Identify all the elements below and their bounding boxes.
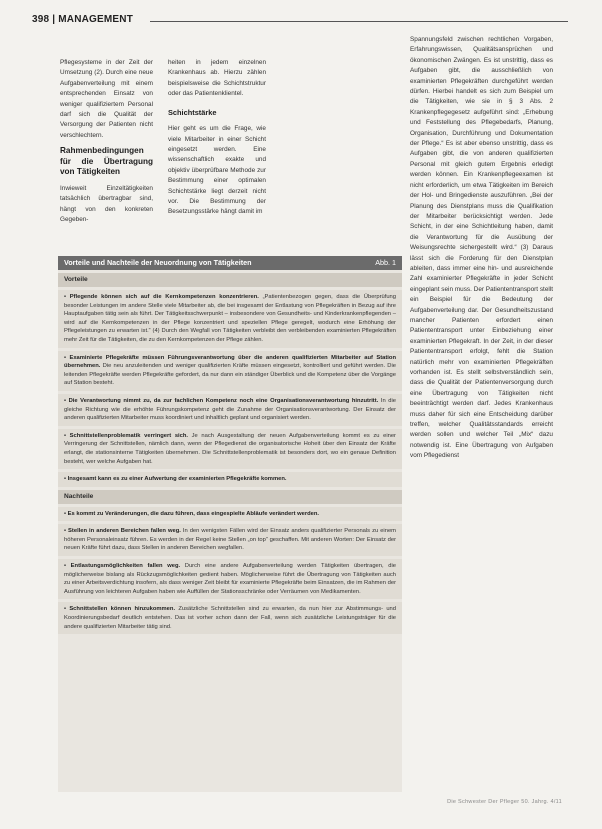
paragraph: Hier geht es um die Frage, wie viele Mitarbeiter in einer Schicht eingesetzt werden. Eine wissenschaftlich exakte und objektiv überprüfbare Methode zur Bestimmung einer optimalen Schichtstärke liegt derzeit nicht vor. Die Bestimmung der Besetzungsstärke hängt damit im [168, 125, 266, 216]
item-lead: Stellen in anderen Bereichen fallen weg. [68, 528, 181, 535]
list-item [58, 559, 402, 599]
bullet-icon: • [64, 563, 71, 570]
header-rule [150, 21, 568, 22]
item-lead: Schnittstellen können hinzukommen. [69, 606, 176, 613]
page-footer: Die Schwester Der Pfleger 50. Jahrg. 4/11 [447, 799, 562, 805]
list-item [58, 394, 402, 426]
item-text: In die gleiche Richtung wie die erhöhte Führungskompetenz geht die Zunahme der Organisationsverantwortung. Der Einsatz der anderen qualifizierten Mitarbeiter muss koordiniert und inhaltlich geplant und organisiert werden. [64, 397, 396, 422]
item-text: Die neu anzuleitenden und weniger qualifizierten Kräfte müssen eingesetzt, kontrolliert und geführt werden. Die leitenden Pflegekräfte werden Pflegekräfte gefordert, da nur dann ein ständiger Überblick und die Kompetenz über die Vorgänge auf Station besteht. [64, 363, 396, 387]
vorteile-heading: Vorteile [58, 273, 402, 287]
bullet-icon: • [64, 397, 69, 404]
figure-label: Abb. 1 [375, 258, 396, 267]
bullet-icon: • [64, 510, 68, 517]
item-text: Durch eine andere Aufgabenverteilung werden Tätigkeiten übertragen, die möglicherweise bislang als Rückzugsmöglichkeiten gedient haben. Möglicherweise führt die Übertragung von Tätigkeiten auch zu einer Arbeitsverdichtung insofern, als dass weniger Zeit bleibt für examinierte Pflegekräfte beim Einsatzen, die im Rahmen der Ausführung von leichteren Aufgaben haben wie Auffüllen der Stationsschränke oder Verräumen von Medikamenten. [64, 563, 396, 595]
box-title: Vorteile und Nachteile der Neuordnung von Tätigkeiten [64, 258, 252, 267]
item-text: Zusätzliche Schnittstellen sind zu erwarten, da nun hier zur Abstimmungs- und Koordinierungsbedarf deutlich entstehen. Das ist vorher schon dann der Fall, wenn sich zusätzliche Leistungsträger für die andere qualifizierten Mitarbeiter tätig sind. [64, 606, 396, 630]
item-lead: Schnittstellenproblematik verringert sich. [69, 432, 189, 439]
bullet-icon: • [64, 354, 70, 361]
section-heading: Schichtstärke [168, 107, 217, 117]
paragraph: Inwieweit Einzeltätigkeiten tatsächlich übertragbar sind, hängt von den konkreten Gegeben- [60, 184, 153, 223]
text-column-2 [168, 58, 266, 218]
info-box [58, 256, 402, 792]
bullet-icon: • [64, 294, 70, 300]
text-column-1 [60, 58, 153, 225]
list-item [58, 602, 402, 634]
bullet-icon: • [64, 528, 69, 535]
item-lead: Es kommt zu Veränderungen, die dazu führen, dass eingespielte Abläufe verändert werden. [67, 510, 320, 517]
item-lead: Examinierte Pflegekräfte müssen Führungsverantwortung über die anderen qualifizierten Mitarbeiter auf Station übernehmen. [64, 354, 396, 370]
item-lead: Pflegende können sich auf die Kernkompetenzen konzentrieren. [69, 294, 259, 300]
text-column-3 [410, 35, 553, 462]
paragraph: Spannungsfeld zwischen rechtlichen Vorgaben, Erfahrungswissen, Qualitätsansprüchen und ökonomischen Zwängen. Es ist unstrittig, dass es Aufgaben gibt, die ausschließlich von examinierten Pflegekräften durchgeführt werden dürfen. Hierbei handelt es sich zum Beispiel um die Tätigkeiten, wie sie in § 3 Abs. 2 Krankenpflegegesetz aufgeführt sind: „Erhebung und Feststellung des Pflegebedarfs, Planung, Organisation, Durchführung und Dokumentation der Pflege.“ Es ist aber ebenso unstrittig, dass es Aufgaben gibt, die von anderen qualifizierten Personal mit gleich gutem Ergebnis erledigt werden können. Ein Krankenpflegeexamen ist nicht erforderlich, um etwa Tätigkeiten im Bereich der Hol- und Bringedienste auszuführen. „Bei der Planung des Dienstplans muss die Qualifikation der Mitarbeiter berücksichtigt werden. Jede Schicht, in der eine Schichtleitung haben, damit die Verantwortung für die Ausübung der Weisungsrechte sichergestellt wird.“ (3) Daraus lässt sich die Forderung für den Dienstplan ableiten, dass immer eine hin- und ausreichende Zahl examinierter Pflegekräfte in jeder Schicht eingeplant sein muss. Der Patiententransport stellt ein Beispiel für die Bedeutung der Aufgabenverteilung dar. Der Gesundheitszustand mancher Patienten erfordert einen Patiententransport unter Einbeziehung einer examinierten Pflegekraft. In der Zeit, in der dieser Patiententransport erfolgt, fehlt die Station natürlich mehr von examinierten Pflegekräften vorhanden ist. Es stellt selbstverständlich sein, dass die Qualität der Patientenversorgung durch eine Übertragung von Tätigkeiten nicht beeinträchtigt werden darf. Jedes Krankenhaus muss daher für sich eine Entscheidung darüber treffen, welcher Qualitätsstandards erreicht werden sollen und welcher Teil „Mix“ dazu notwendig ist. Eine Übertragung von Aufgaben vom Pflegedienst [410, 36, 553, 460]
nachteile-list [58, 507, 402, 635]
bullet-icon: • [64, 476, 68, 483]
bullet-icon: • [64, 432, 70, 439]
item-lead: Entlastungsmöglichkeiten fallen weg. [70, 563, 181, 570]
list-item [58, 507, 402, 522]
item-text: In den wenigsten Fällen wird der Einsatz anders qualifizierter Personals zu einem höheren Personaleinsatz führen. Es werden in der Regel keine Stellen „on top“ geschaffen. Mit anderen Worten: Der Einsatz der neuen Kräfte führt dazu, dass Stellen in anderen Bereichen wegfallen. [64, 528, 396, 552]
list-item [58, 472, 402, 487]
item-text: „Patientenbezogen gegen, dass die Überprüfung besonder Leistungen im andere Stelle viele Mitarbeiter ab, die bei insgesamt der Entlastung von Pflegekräften in Bezug auf ihre Hauptaufgaben tätig sein als führt. Der Tätigkeitsschwerpunkt – insbesondere von Gesundheits- und Kinderkrankenpflegenden – wird auf die Kernkompetenzen in der Pflege konzentriert und speziellen Pflege geregelt, wodurch eine Erhöhung der Pflegeleistungen zu erwarten ist.“ (4) Durch den Wegfall von Tätigkeiten verbleibt den verbleibenden examinierten Pflegekräften mehr Zeit für die Tätigkeiten, die zu den Kernkompetenzen der Pflege zählen. [64, 294, 397, 343]
list-item [58, 290, 402, 348]
item-lead: Die Verantwortung nimmt zu, da zur fachlichen Kompetenz noch eine Organisationsverantwortung hinzutritt. [68, 397, 379, 404]
vorteile-list [58, 290, 402, 487]
section-heading: Rahmenbedingungen für die Übertragung von Tätigkeiten [60, 146, 153, 177]
paragraph: Pflegesysteme in der Zeit der Umsetzung (2). Durch eine neue Aufgabenverteilung mit einem entsprechenden Einsatz von weniger qualifiziertem Personal darf sich die Qualität der Versorgung der Patienten nicht verschlechtern. [60, 59, 153, 139]
item-lead: Insgesamt kann es zu einer Aufwertung der examinierten Pflegekräfte kommen. [67, 476, 287, 483]
nachteile-heading: Nachteile [58, 490, 402, 504]
list-item [58, 524, 402, 556]
bullet-icon: • [64, 606, 70, 613]
running-header: 398 | MANAGEMENT [32, 14, 134, 25]
list-item [58, 351, 402, 391]
paragraph: heiten in jedem einzelnen Krankenhaus ab. Hierzu zählen beispielsweise die Schichtstruktur oder das Patientenklientel. [168, 59, 266, 98]
list-item [58, 429, 402, 469]
item-text: Je nach Ausgestaltung der neuen Aufgabenverteilung kommt es zu einer Verringerung der Schnittstellen, nämlich dann, wenn der Pflegedienst die organisatorische Hoheit über den Einsatz der Kräfte erlangt, die stationsinterne Tätigkeiten übernehmen. Die Schnittstellenproblematik ist besonders dort, wo ein genaue Definition besteht, wer welche Aufgaben hat. [64, 432, 396, 465]
box-title-bar [58, 256, 402, 270]
